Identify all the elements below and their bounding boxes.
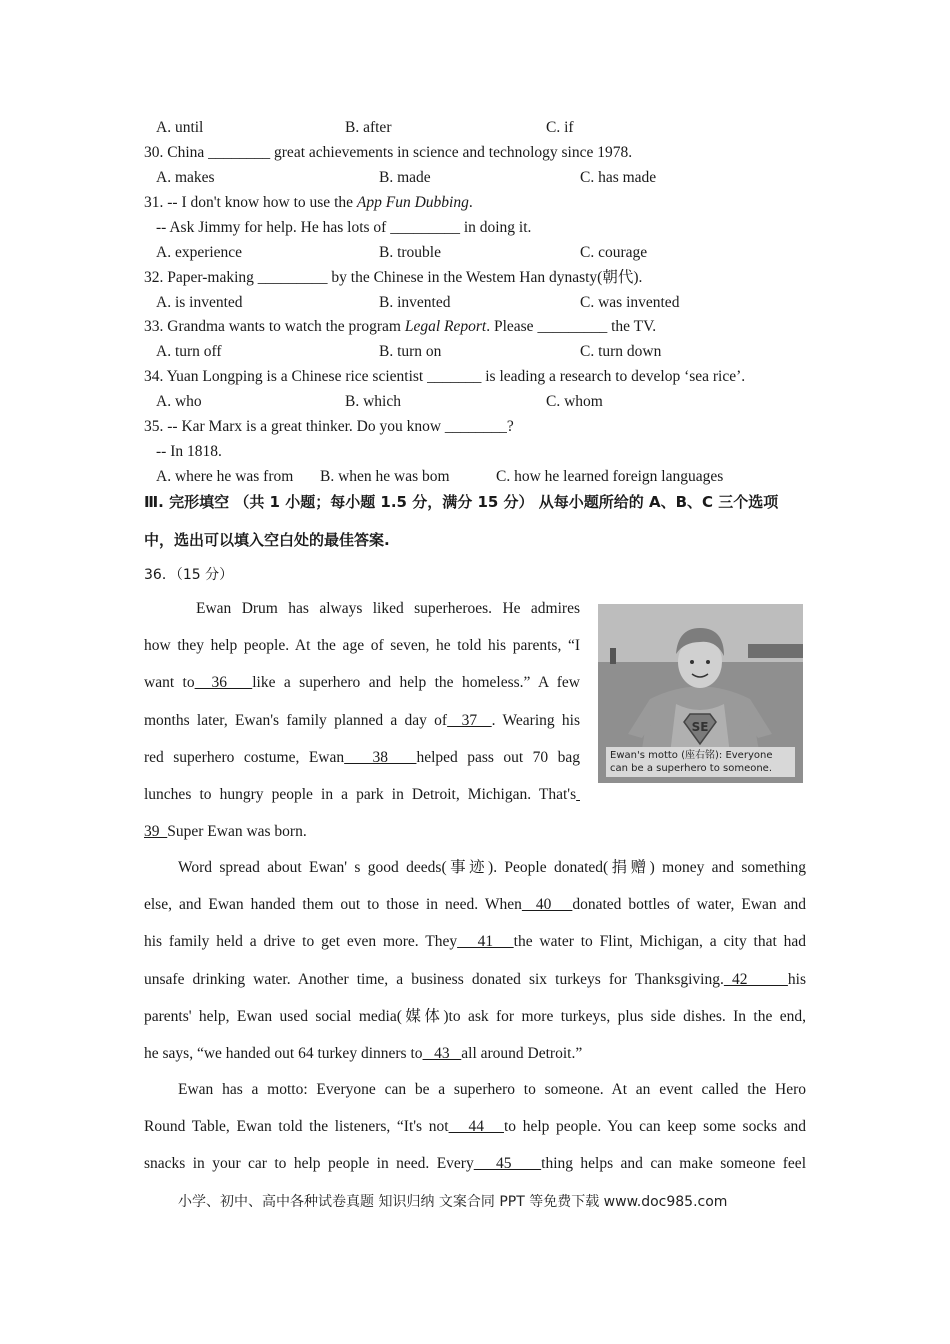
q35-option-c: C. how he learned foreign languages [496, 468, 724, 485]
q33-option-b: B. turn on [379, 343, 442, 360]
q29-option-a: A. until [156, 119, 204, 136]
p1-line-3-start: want to [144, 674, 195, 692]
p1-line-2: how they help people. At the age of seven, he told his parents, “I [144, 637, 580, 655]
blank-38: 38 [344, 748, 417, 766]
p2-line-2-start: else, and Ewan handed them out to those in need. When [144, 896, 522, 914]
q36-header: 36．（15 分） [144, 567, 234, 583]
q33-stem-text: 33. Grandma wants to watch the program [144, 318, 405, 335]
blank-39-lead [576, 786, 580, 803]
p3-line-2-end: to help people. You can keep some socks and [503, 1118, 806, 1136]
q31-option-c: C. courage [580, 244, 648, 261]
p1-line-6-start: lunches to hungry people in a park in Detroit, Michigan. That's [144, 785, 577, 803]
p1-line-3 [144, 664, 580, 701]
blank-42: 42 [723, 970, 788, 988]
p3-line-2 [144, 1108, 806, 1145]
p2-line-3 [144, 923, 806, 960]
shirt-emblem-text: SE [691, 720, 709, 734]
p2-line-6-start: he says, “we handed out 64 turkey dinners to [144, 1044, 423, 1062]
q29-option-b: B. after [345, 119, 392, 136]
blank-37: 37 [447, 711, 492, 729]
q33-stem-end: . Please _________ the TV. [486, 318, 657, 335]
p2-line-3-start: his family held a drive to get even more. They [144, 933, 458, 951]
q32-option-a: A. is invented [156, 294, 243, 311]
p1-line-5 [144, 739, 580, 776]
p3-line-2-start: Round Table, Ewan told the listeners, “It's not [144, 1118, 449, 1136]
q31-stem-text: 31. -- I don't know how to use the [144, 194, 357, 211]
p2-line-6 [144, 1035, 806, 1072]
p1-line-4-start: months later, Ewan's family planned a day of [144, 711, 448, 729]
p1-line-4 [144, 702, 580, 739]
q31-stem-line1 [144, 193, 473, 213]
p2-line-6-end: all around Detroit.” [461, 1044, 583, 1062]
blank-40: 40 [521, 896, 573, 914]
q33-option-a: A. turn off [156, 343, 222, 360]
q34-stem: 34. Yuan Longping is a Chinese rice scientist _______ is leading a research to develop ‘sea rice’. [144, 368, 746, 385]
q31-option-a: A. experience [156, 244, 243, 261]
q31-stem-line2: -- Ask Jimmy for help. He has lots of _________ in doing it. [156, 219, 532, 236]
p2-line-4-start: unsafe drinking water. Another time, a business donated six turkeys for Thanksgiving. [144, 970, 724, 988]
p2-line-5: parents' help, Ewan used social media(媒体)to ask for more turkeys, plus side dishes. In the end, [144, 1007, 806, 1025]
p3-line-3-start: snacks in your car to help people in need. Every [144, 1155, 474, 1173]
section-heading-line1: Ⅲ. 完形填空 （共 1 小题；每小题 1.5 分，满分 15 分） 从每小题所给的 A、B、C 三个选项 [144, 493, 779, 511]
q35-stem-line2: -- In 1818. [156, 443, 222, 460]
p1-line-7-text: Super Ewan was born. [167, 823, 307, 841]
blank-45: 45 [473, 1155, 542, 1173]
q30-option-c: C. has made [580, 169, 657, 186]
q35-stem-line1: 35. -- Kar Marx is a great thinker. Do you know ________? [144, 418, 514, 435]
photo-caption: Ewan's motto (座右铭): Everyone can be a superhero to someone. [606, 747, 795, 777]
passage-paragraph-1 [144, 590, 580, 850]
p2-line-3-end: the water to Flint, Michigan, a city that had [513, 933, 806, 951]
blank-41: 41 [457, 933, 514, 951]
section-heading-line2: 中，选出可以填入空白处的最佳答案. [144, 531, 390, 549]
q30-stem: 30. China ________ great achievements in science and technology since 1978. [144, 144, 633, 161]
p1-line-7 [144, 813, 580, 850]
p3-line-3 [144, 1145, 806, 1182]
p2-line-2 [144, 886, 806, 923]
q30-option-b: B. made [379, 169, 431, 186]
blank-36: 36 [194, 674, 253, 692]
q31-app-title: App Fun Dubbing [356, 194, 469, 211]
passage-paragraph-3 [144, 1071, 806, 1183]
q32-option-b: B. invented [379, 294, 451, 311]
p2-line-1: Word spread about Ewan' s good deeds(事迹). People donated(捐赠) money and something [178, 859, 806, 876]
blank-39: 39 [144, 823, 168, 841]
p1-line-4-end: . Wearing his [491, 711, 580, 729]
q31-option-b: B. trouble [379, 244, 441, 261]
ewan-photo [598, 604, 803, 783]
blank-43: 43 [422, 1044, 462, 1062]
p1-line-6 [144, 776, 580, 813]
passage-paragraph-2 [144, 849, 806, 1072]
q34-option-b: B. which [345, 393, 401, 410]
page-footer: 小学、初中、高中各种试卷真题 知识归纳 文案合同 PPT 等免费下载 www.doc985.com [178, 1194, 728, 1210]
p2-line-4 [144, 961, 806, 998]
q33-program-title: Legal Report [404, 318, 487, 335]
q30-option-a: A. makes [156, 169, 215, 186]
p2-line-2-end: donated bottles of water, Ewan and [572, 896, 806, 914]
q33-stem [144, 317, 656, 337]
p1-line-3-end: like a superhero and help the homeless.” A few [252, 674, 580, 692]
q33-option-c: C. turn down [580, 343, 662, 360]
q34-option-c: C. whom [546, 393, 603, 410]
blank-44: 44 [448, 1118, 504, 1136]
q34-option-a: A. who [156, 393, 202, 410]
p1-line-5-end: helped pass out 70 bag [416, 748, 580, 766]
q29-option-c: C. if [546, 119, 574, 136]
p1-line-1: Ewan Drum has always liked superheroes. He admires [196, 600, 580, 617]
q32-option-c: C. was invented [580, 294, 680, 311]
q35-option-b: B. when he was bom [320, 468, 450, 485]
q31-stem-end: . [468, 194, 473, 211]
p3-line-1: Ewan has a motto: Everyone can be a superhero to someone. At an event called the Hero [178, 1081, 806, 1098]
p3-line-3-end: thing helps and can make someone feel [541, 1155, 806, 1173]
q35-option-a: A. where he was from [156, 468, 294, 485]
p2-line-4-end: his [787, 970, 806, 988]
q32-stem: 32. Paper-making _________ by the Chinese in the Westem Han dynasty(朝代). [144, 269, 643, 286]
p1-line-5-start: red superhero costume, Ewan [144, 748, 345, 766]
